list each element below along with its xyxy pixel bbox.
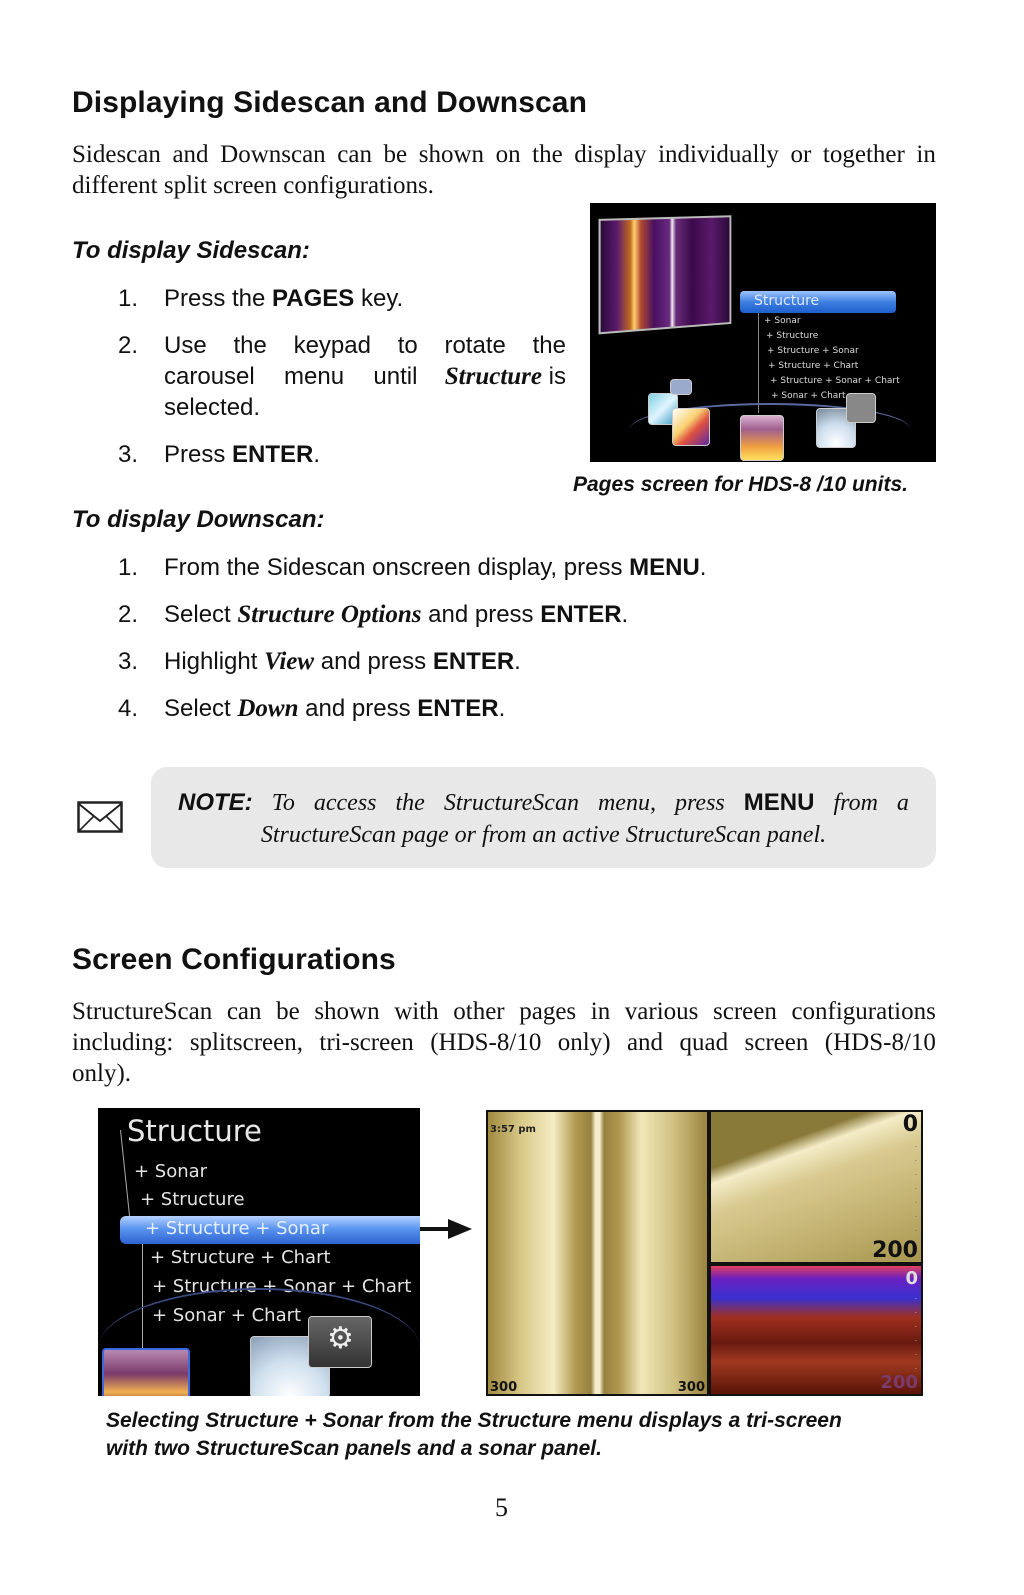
step-number: 4. (118, 695, 139, 722)
key-enter: ENTER (232, 441, 314, 468)
step-text: . (621, 601, 629, 628)
menu-structure-options: Structure Options (237, 601, 422, 628)
small-page-tile (670, 379, 692, 395)
para-word: (HDS-8/10 (430, 1029, 542, 1056)
caption-line-2: with two StructureScan panels and a sonar panel. (106, 1437, 602, 1460)
key-menu: MENU (629, 554, 700, 581)
step-word: the (233, 332, 267, 359)
tri-screen-image (486, 1110, 923, 1396)
menu-item: + Sonar (764, 316, 801, 326)
intro-word: the (532, 141, 563, 168)
depth-bottom-label: 200 (872, 1238, 918, 1263)
para-word: can (226, 998, 262, 1025)
settings-gear-icon (846, 393, 876, 423)
intro-word: in (916, 141, 936, 168)
para-word: tri-screen (319, 1029, 414, 1056)
para-word: only) (557, 1029, 611, 1056)
depth-scale: · · · · · · · (914, 1143, 917, 1235)
downscan-step-3 (118, 646, 918, 677)
intro-line-1 (72, 139, 936, 170)
menu-title: Structure (754, 293, 820, 309)
time-label: 3:57 pm (490, 1124, 536, 1135)
sonar-panel (711, 1266, 921, 1394)
para-word: configurations (791, 998, 936, 1025)
step-text: . (498, 695, 506, 722)
step-text: From the Sidescan onscreen display, press (164, 554, 630, 581)
step-text: is (542, 363, 566, 390)
sonar-page-tile (672, 408, 710, 446)
subheading-sidescan: To display Sidescan: (72, 237, 310, 264)
step-2-line-2 (164, 361, 566, 392)
para-word: be (276, 998, 300, 1025)
key-pages: PAGES (272, 285, 355, 312)
key-menu: MENU (743, 789, 815, 816)
para-word: screen (744, 1029, 809, 1056)
menu-item: + Structure + Sonar + Chart (770, 376, 900, 386)
step-word: to (397, 332, 418, 359)
note-word: from (833, 790, 878, 816)
menu-item-structure: + Structure (140, 1189, 245, 1210)
note-line-2: StructureScan page or from an active StructureScan panel. (260, 822, 827, 848)
menu-structure: Structure (444, 363, 542, 390)
para-word: StructureScan (72, 998, 213, 1025)
intro-line-2: different split screen configurations. (72, 172, 434, 199)
menu-item: + Structure + Chart (768, 361, 859, 371)
step-text: . (699, 554, 707, 581)
menu-item-structure-sonar-chart: + Structure + Sonar + Chart (152, 1276, 412, 1297)
intro-word: be (383, 141, 408, 168)
step-number: 2. (118, 332, 139, 359)
figure-1-caption: Pages screen for HDS-8 /10 units. (573, 473, 908, 496)
step-number: 3. (118, 648, 139, 675)
menu-item-structure-sonar: + Structure + Sonar (145, 1218, 329, 1239)
menu-item-sonar: + Sonar (134, 1161, 208, 1182)
caption-line-1: Selecting Structure + Sonar from the Structure menu displays a tri-screen (106, 1409, 842, 1432)
para-word: quad (679, 1029, 729, 1056)
step-text: carousel menu until (164, 363, 433, 390)
para-line-3: only). (72, 1060, 132, 1087)
step-word: keypad (293, 332, 371, 359)
menu-item: + Structure + Sonar (767, 346, 859, 356)
menu-item-sonar-chart: + Sonar + Chart (152, 1305, 302, 1326)
downscan-step-2 (118, 599, 918, 630)
note-word: a (896, 790, 909, 816)
step-text: key. (354, 285, 404, 312)
intro-word: display (574, 141, 647, 168)
step-text: and press (314, 648, 433, 675)
note-word: menu, (597, 790, 656, 816)
range-left-label: 300 (490, 1380, 518, 1395)
intro-word: shown (418, 141, 485, 168)
para-word: shown (314, 998, 380, 1025)
para-line-1 (72, 996, 936, 1027)
downscan-panel (711, 1112, 921, 1262)
downscan-step-1 (118, 552, 918, 583)
menu-item: + Structure (766, 331, 819, 341)
depth-top-label: 0 (902, 1112, 918, 1137)
envelope-icon (77, 801, 123, 833)
step-number: 1. (118, 554, 139, 581)
para-word: screen (713, 998, 777, 1025)
step-number: 1. (118, 285, 139, 312)
intro-word: or (790, 141, 812, 168)
intro-word: together (822, 141, 905, 168)
step-word: the (532, 332, 566, 359)
sidescan-step-1 (118, 283, 568, 314)
para-word: and (626, 1029, 664, 1056)
intro-word: on (495, 141, 521, 168)
arrow-right-icon (448, 1219, 472, 1239)
para-word: including: (72, 1029, 174, 1056)
para-line-2 (72, 1027, 936, 1058)
menu-item: + Sonar + Chart (771, 391, 846, 401)
note-word: access (313, 790, 377, 816)
step-2-line-3: selected. (164, 394, 261, 421)
note-word: StructureScan (443, 790, 579, 816)
menu-tree-line (758, 313, 759, 413)
note-word: press (674, 790, 725, 816)
sonar-depth-top-label: 0 (905, 1268, 918, 1289)
downscan-step-4 (118, 693, 918, 724)
para-word: with (394, 998, 439, 1025)
note-line-1 (178, 787, 909, 819)
structure-page-tile (102, 1348, 190, 1396)
note-word: To (271, 790, 295, 816)
sonar-depth-scale: · · · · · · (914, 1295, 917, 1373)
intro-word: and (172, 141, 209, 168)
key-enter: ENTER (432, 648, 515, 675)
para-word: pages (519, 998, 577, 1025)
sidescan-step-3 (118, 439, 568, 470)
step-number: 3. (118, 441, 139, 468)
section-heading-screen-configurations: Screen Configurations (72, 943, 396, 976)
page-number: 5 (495, 1493, 508, 1522)
intro-paragraph (72, 139, 936, 201)
step-text: Highlight (164, 648, 265, 675)
key-enter: ENTER (417, 695, 499, 722)
intro-word: can (337, 141, 372, 168)
step-text: and press (421, 601, 541, 628)
key-enter: ENTER (540, 601, 622, 628)
step-2-line-1 (164, 330, 566, 361)
structure-page-tile (740, 415, 784, 461)
step-text: Press (164, 441, 233, 468)
settings-tile (308, 1316, 372, 1368)
range-right-label: 300 (677, 1380, 705, 1395)
subheading-downscan: To display Downscan: (72, 506, 325, 533)
note-label: NOTE: (178, 789, 253, 816)
sonar-depth-bottom-label: 200 (880, 1372, 918, 1393)
para-word: splitscreen, (189, 1029, 303, 1056)
intro-word: Sidescan (72, 141, 161, 168)
structure-menu-image (98, 1108, 420, 1396)
carousel-selected-structure (740, 291, 896, 313)
step-text: Select (164, 695, 238, 722)
para-word: in (590, 998, 611, 1025)
sidescan-step-2 (118, 330, 568, 423)
menu-down: Down (237, 695, 299, 722)
sidescan-panel (488, 1112, 707, 1394)
figure-3-caption (106, 1407, 842, 1463)
menu-view: View (264, 648, 315, 675)
note-word: the (395, 790, 425, 816)
intro-word: individually (658, 141, 779, 168)
step-number: 2. (118, 601, 139, 628)
step-text: . (313, 441, 321, 468)
gear-icon: ⚙ (327, 1321, 354, 1356)
step-text: Select (164, 601, 238, 628)
pages-screen-image (590, 203, 936, 462)
step-word: Use (164, 332, 207, 359)
para-word: various (624, 998, 699, 1025)
step-text: . (514, 648, 521, 675)
para-word: (HDS-8/10 (824, 1029, 936, 1056)
screen-config-paragraph (72, 996, 936, 1089)
step-text: Press the (164, 285, 273, 312)
menu-item-structure-chart: + Structure + Chart (150, 1247, 331, 1268)
sidescan-preview-thumbnail (599, 215, 732, 334)
para-word: other (453, 998, 505, 1025)
section-heading-sidescan-downscan: Displaying Sidescan and Downscan (72, 86, 588, 119)
note-box (151, 767, 936, 868)
menu-title: Structure (127, 1114, 262, 1148)
step-text: and press (298, 695, 418, 722)
intro-word: Downscan (220, 141, 326, 168)
step-word: rotate (444, 332, 506, 359)
